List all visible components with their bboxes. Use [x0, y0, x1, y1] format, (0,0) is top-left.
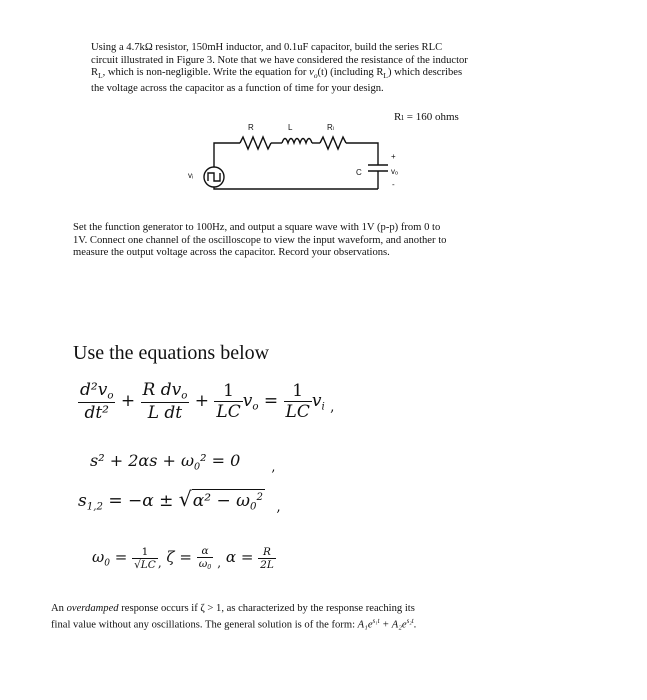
label-vo: vₒ — [391, 167, 399, 176]
setup-line-2: 1V. Connect one channel of the oscilloscope to view the input waveform, and another to — [73, 234, 447, 246]
wire-bottom — [214, 187, 378, 189]
label-rl: Rₗ — [327, 123, 335, 132]
label-l: L — [288, 123, 293, 132]
equations-heading: Use the equations below — [73, 342, 270, 364]
label-r: R — [248, 123, 254, 132]
setup-paragraph — [73, 222, 523, 260]
intro-line-1: Using a 4.7kΩ resistor, 150mH inductor, and 0.1uF capacitor, build the series RLC — [91, 42, 443, 53]
intro-line-3: $R_L$, which is non-negligible. Write the equation for $v_o(t)$ (including $R_L$) which describes — [91, 67, 463, 81]
roots-equation: $s_{1,2} = -\alpha \pm √\alpha^2 - \omega_0^2$ $_,$ — [78, 487, 281, 515]
capacitor-symbol — [368, 165, 388, 171]
differential-equation: $\frac{d^2v_o}{\text{dt²}}$ + $\frac{R dv_o}{\text{L dt}}$ + $\frac{1}{LC}$ $v_o$ = $\frac{1}{LC}$ $v_i$ $_,$ — [80, 380, 335, 423]
label-vi: vᵢ — [188, 171, 194, 180]
label-c: C — [356, 168, 362, 177]
setup-line-3: measure the output voltage across the capacitor. Record your observations. — [73, 247, 390, 259]
inductor-symbol — [282, 139, 312, 144]
intro-paragraph — [91, 42, 511, 95]
intro-line-2: circuit illustrated in Figure 3. Note that we have considered the resistance of the inductor — [91, 54, 468, 66]
overdamped-line-1: An overdamped response occurs if ζ > 1, as characterized by the response reaching its — [51, 603, 415, 614]
rl-value-label: Rₗ = 160 ohms — [394, 111, 459, 123]
parameters-equation: $\omega_0$ = $\frac{1}{√LC}$ $_,$ ζ = $\frac{\alpha}{\omega_0}$ $_,$ α = $\frac{R}{2L}$ — [92, 545, 274, 572]
setup-line-1: Set the function generator to 100Hz, and output a square wave with 1V (p-p) from 0 to — [73, 222, 441, 233]
overdamped-paragraph — [51, 603, 531, 632]
intro-line-4: the voltage across the capacitor as a function of time for your design. — [91, 82, 384, 94]
wire-left-top — [214, 143, 240, 167]
label-minus: - — [392, 180, 395, 189]
resistor-r-symbol — [240, 137, 271, 149]
label-plus: + — [391, 152, 396, 161]
characteristic-equation: $s^2 + 2\alpha s + \omega_0^2 = 0$ $_,$ — [90, 451, 276, 475]
resistor-rl-symbol — [320, 137, 346, 149]
overdamped-line-2: final value without any oscillations. The general solution is of the form: $A_1e^{s_1t} + A_2e^{s_2t}$. — [51, 617, 417, 631]
rlc-circuit-diagram — [170, 115, 410, 210]
